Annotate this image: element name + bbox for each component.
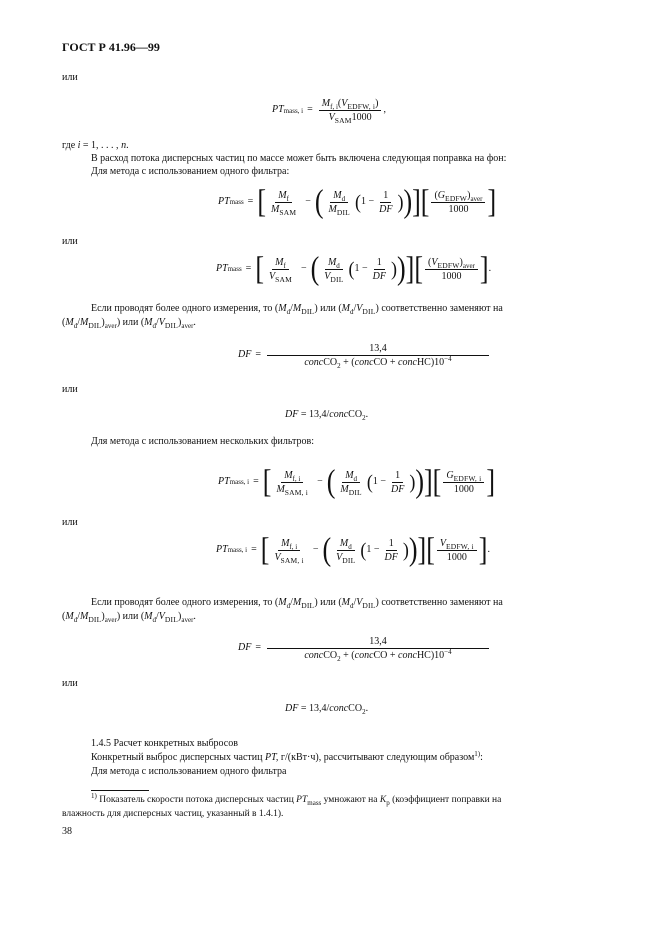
text-ili: или — [62, 517, 78, 528]
paragraph-specific: Конкретный выброс дисперсных частиц PT, г/(кВт·ч), рассчитывают следующим образом$^{1)}$: — [91, 750, 483, 763]
footnote: $^{1)}$ Показатель скорости потока дисперсных частиц $PT_{mass}$ умножают на $K_p$ (коэффициент поправки на — [91, 792, 502, 807]
formula-pt-mass-i-1: PT mass, i = $\frac{M_{f, i}(V_{EDFW, i})}{V_{SAM}1000}$ , — [272, 98, 386, 125]
text-where: где i = 1, . . . , n. — [62, 140, 129, 151]
formula-df-simple-2: DF = 13,4/concCO$_2$. — [285, 703, 369, 716]
paragraph-multi-measurement: Если проводят более одного измерения, то $(M_d/M_{DIL})$ или $(M_d/V_{DIL})$ соответственно заменяют на — [91, 303, 503, 316]
text-ili: или — [62, 236, 78, 247]
paragraph-single-filter: Для метода с использованием одного фильтра: — [91, 166, 290, 177]
text-ili: или — [62, 384, 78, 395]
paragraph-multi-filter: Для метода с использованием нескольких фильтров: — [91, 436, 314, 447]
formula-df-2: DF = $\frac{13,4}{concCO_2 + (concCO + concHC)10^{-4}}$ — [238, 636, 491, 661]
paragraph-multi-measurement-2: Если проводят более одного измерения, то $(M_d/M_{DIL})$ или $(M_d/V_{DIL})$ соответственно заменяют на — [91, 597, 503, 610]
paragraph-multi-measurement-2-cont: $(M_d/M_{DIL})_{aver}$) или $(M_d/V_{DIL})_{aver}$. — [62, 611, 196, 624]
paragraph-multi-measurement-cont: $(M_d/M_{DIL})_{aver}$) или $(M_d/V_{DIL})_{aver}$. — [62, 317, 196, 330]
text-ili: или — [62, 72, 78, 83]
formula-pt-mass-i-2: PT mass, i = [ $\frac{M_{f, i}}{M_{SAM, i}}$ − ( $\frac{M_d}{M_{DIL}}$ ( 1 − $\frac{1}{DF}$ ) ) ] [ $\frac{G_{EDFW, i}}{1000}$ ] — [218, 463, 496, 500]
paragraph-single-filter-2: Для метода с использованием одного фильтра — [91, 766, 287, 777]
section-heading: 1.4.5 Расчет конкретных выбросов — [91, 738, 238, 749]
page-number: 38 — [62, 826, 72, 837]
formula-pt-mass-2: PT mass = [ $\frac{M_f}{V_{SAM}}$ − ( $\frac{M_d}{V_{DIL}}$ ( 1 − $\frac{1}{DF}$ ) ) ] [ $\frac{(V_{EDFW})_{aver}}{1000}$ ] . — [216, 250, 492, 287]
formula-pt-mass-i-3: PT mass, i = [ $\frac{M_{f, i}}{V_{SAM, i}}$ − ( $\frac{M_d}{V_{DIL}}$ ( 1 − $\frac{1}{DF}$ ) ) ] [ $\frac{V_{EDFW, i}}{1000}$ ] . — [216, 531, 490, 568]
formula-df-simple-1: DF = 13,4/concCO$_2$. — [285, 409, 369, 422]
text-ili: или — [62, 678, 78, 689]
footnote-cont: влажность для дисперсных частиц, указанный в 1.4.1). — [62, 809, 284, 819]
footnote-divider — [91, 790, 149, 791]
formula-pt-mass-1: PT mass = [ $\frac{M_f}{M_{SAM}}$ − ( $\frac{M_d}{M_{DIL}}$ ( 1 − $\frac{1}{DF}$ ) ) ] [ $\frac{(G_{EDFW})_{aver}}{1000}$ ] — [218, 183, 497, 220]
paragraph-correction: В расход потока дисперсных частиц по массе может быть включена следующая поправка на фон: — [91, 153, 507, 164]
formula-df-1: DF = $\frac{13,4}{concCO_2 + (concCO + concHC)10^{-4}}$ — [238, 343, 491, 368]
page-header: ГОСТ Р 41.96—99 — [62, 40, 160, 54]
